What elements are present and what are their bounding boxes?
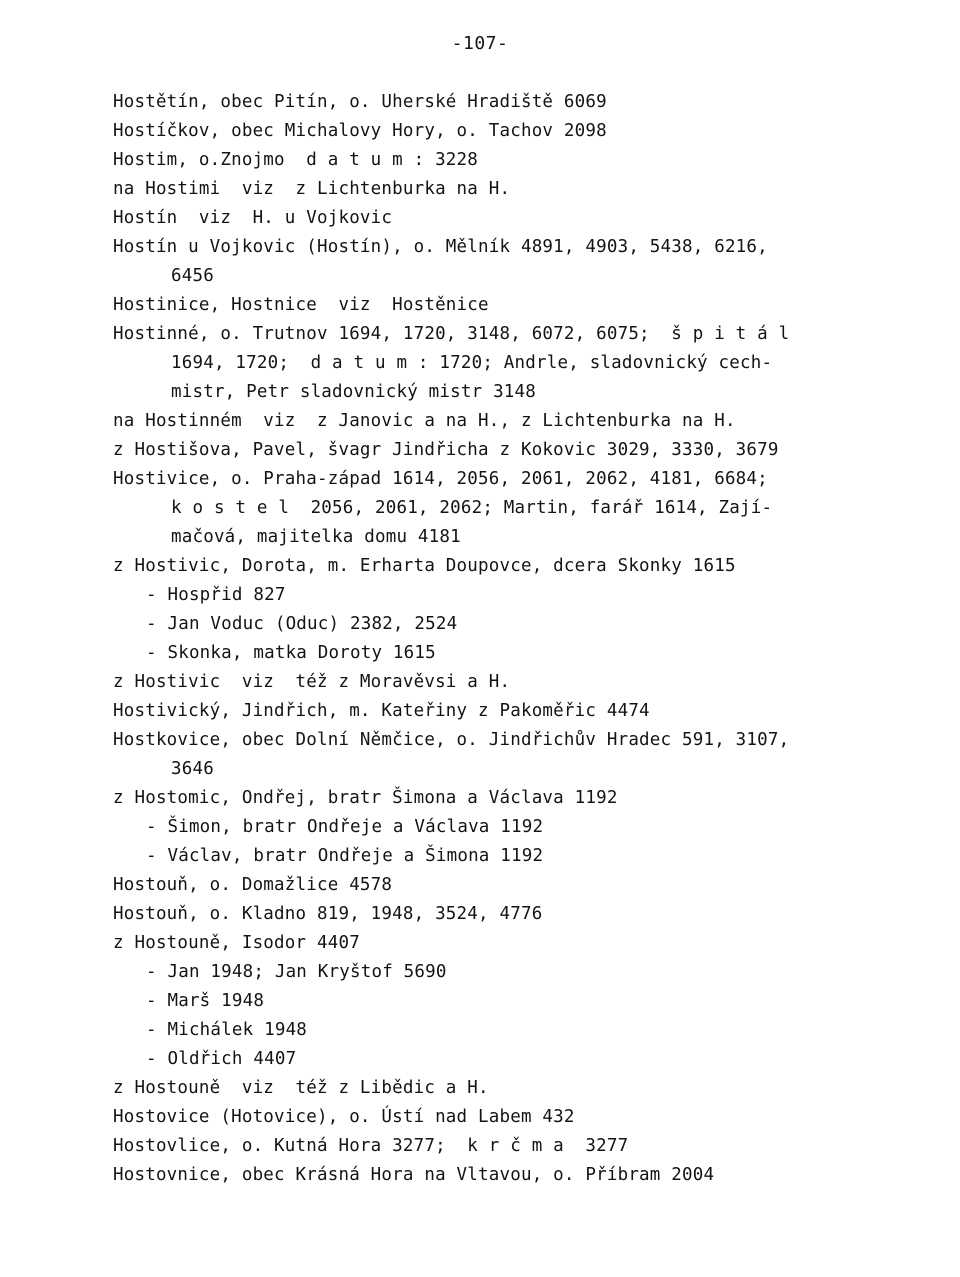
index-entry: z Hostouně viz též z Libědic a H. xyxy=(113,1078,489,1098)
index-entry: Hostinné, o. Trutnov 1694, 1720, 3148, 6072, 6075; š p i t á l xyxy=(113,324,790,344)
index-entry-continuation: mačová, majitelka domu 4181 xyxy=(171,527,461,547)
index-entry-continuation: mistr, Petr sladovnický mistr 3148 xyxy=(171,382,537,402)
index-entry: Hostouň, o. Kladno 819, 1948, 3524, 4776 xyxy=(113,904,543,924)
index-entry-continuation: 1694, 1720; d a t u m : 1720; Andrle, sladovnický cech- xyxy=(171,353,773,373)
index-entry: Hostovnice, obec Krásná Hora na Vltavou, o. Příbram 2004 xyxy=(113,1165,715,1185)
index-entry-continuation: 6456 xyxy=(171,266,214,286)
index-entry: Hostíčkov, obec Michalovy Hory, o. Tachov 2098 xyxy=(113,121,607,141)
index-entry: Hostovice (Hotovice), o. Ústí nad Labem 432 xyxy=(113,1107,575,1127)
index-entry: z Hostouně, Isodor 4407 xyxy=(113,933,360,953)
index-subentry: - Šimon, bratr Ondřeje a Václava 1192 xyxy=(146,817,544,837)
index-entry: Hostouň, o. Domažlice 4578 xyxy=(113,875,393,895)
index-entry: Hostětín, obec Pitín, o. Uherské Hradiště 6069 xyxy=(113,92,607,112)
index-subentry: - Marš 1948 xyxy=(146,991,265,1011)
index-entry: Hostkovice, obec Dolní Němčice, o. Jindřichův Hradec 591, 3107, xyxy=(113,730,790,750)
index-subentry: - Oldřich 4407 xyxy=(146,1049,297,1069)
index-entry: z Hostivic, Dorota, m. Erharta Doupovce, dcera Skonky 1615 xyxy=(113,556,736,576)
index-entry: na Hostinném viz z Janovic a na H., z Lichtenburka na H. xyxy=(113,411,736,431)
index-subentry: - Skonka, matka Doroty 1615 xyxy=(146,643,436,663)
index-entry: z Hostomic, Ondřej, bratr Šimona a Václava 1192 xyxy=(113,788,618,808)
index-subentry: - Jan Voduc (Oduc) 2382, 2524 xyxy=(146,614,458,634)
page-number: -107- xyxy=(451,33,509,54)
index-subentry: - Michálek 1948 xyxy=(146,1020,308,1040)
index-entry-continuation: k o s t e l 2056, 2061, 2062; Martin, farář 1614, Zají- xyxy=(171,498,773,518)
index-entry-continuation: 3646 xyxy=(171,759,214,779)
index-entry: Hostivice, o. Praha-západ 1614, 2056, 2061, 2062, 4181, 6684; xyxy=(113,469,768,489)
index-entry: Hostovlice, o. Kutná Hora 3277; k r č m a 3277 xyxy=(113,1136,629,1156)
index-subentry: - Václav, bratr Ondřeje a Šimona 1192 xyxy=(146,846,544,866)
index-subentry: - Jan 1948; Jan Kryštof 5690 xyxy=(146,962,447,982)
index-entry: Hostinice, Hostnice viz Hostěnice xyxy=(113,295,489,315)
index-entries-list xyxy=(113,88,903,1190)
index-entry: z Hostišova, Pavel, švagr Jindřicha z Kokovic 3029, 3330, 3679 xyxy=(113,440,779,460)
index-entry: Hostín u Vojkovic (Hostín), o. Mělník 4891, 4903, 5438, 6216, xyxy=(113,237,768,257)
index-entry: na Hostimi viz z Lichtenburka na H. xyxy=(113,179,511,199)
index-entry: Hostivický, Jindřich, m. Kateřiny z Pakoměřic 4474 xyxy=(113,701,650,721)
index-entry: z Hostivic viz též z Moravěvsi a H. xyxy=(113,672,511,692)
index-entry: Hostim, o.Znojmo d a t u m : 3228 xyxy=(113,150,479,170)
index-subentry: - Hospřid 827 xyxy=(146,585,286,605)
index-entry: Hostín viz H. u Vojkovic xyxy=(113,208,393,228)
